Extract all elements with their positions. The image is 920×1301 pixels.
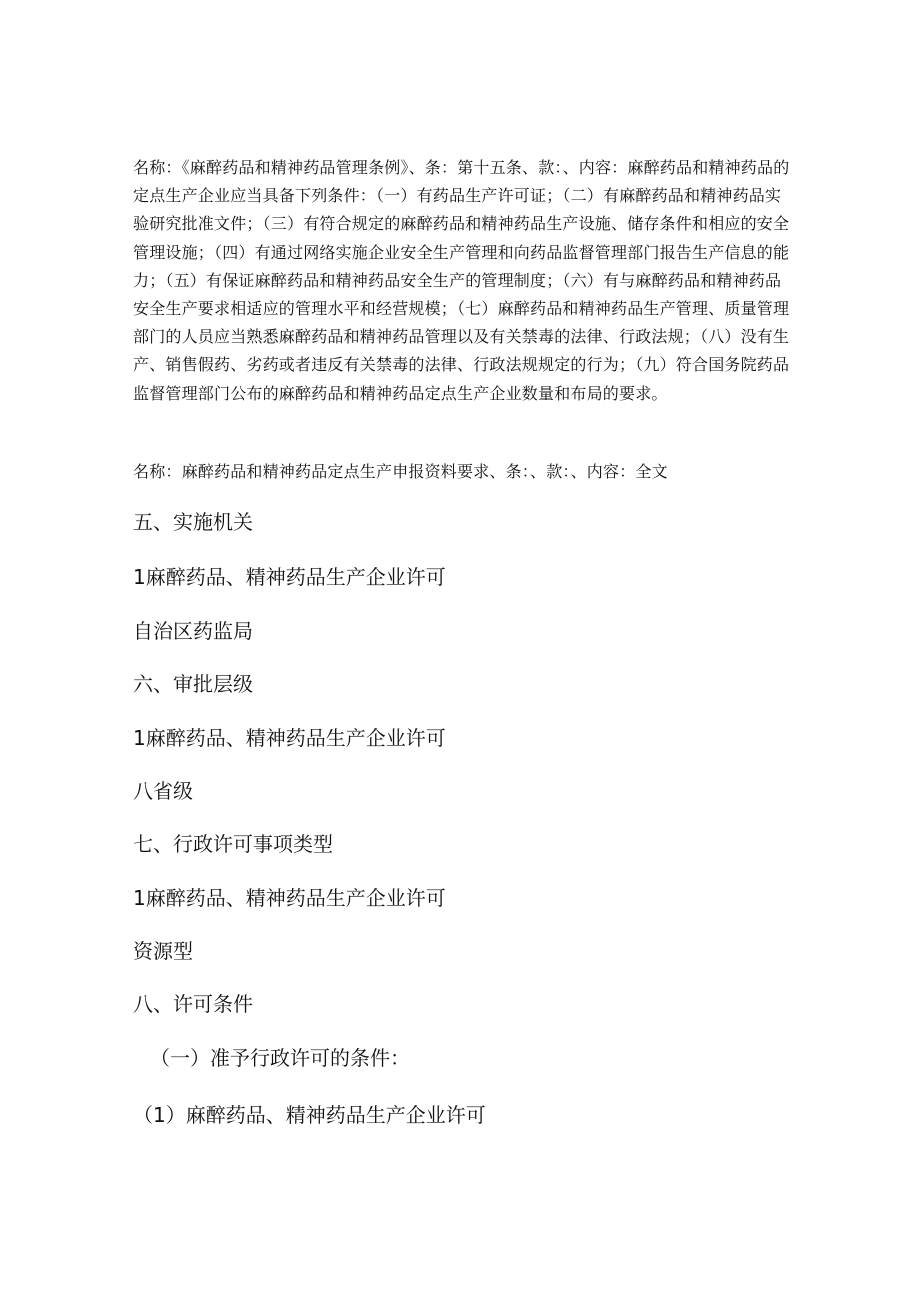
- requirements-paragraph: 名称：麻醉药品和精神药品定点生产申报资料要求、条：、款：、内容：全文: [133, 462, 668, 481]
- section-heading-implementing-agency: 五、实施机关: [133, 510, 253, 534]
- section-heading-license-type: 七、行政许可事项类型: [133, 832, 333, 856]
- license-item: 1麻醉药品、精神药品生产企业许可: [133, 565, 446, 589]
- license-item: 1麻醉药品、精神药品生产企业许可: [133, 726, 446, 750]
- license-item: 1麻醉药品、精神药品生产企业许可: [133, 886, 446, 910]
- agency-value: 自治区药监局: [133, 619, 253, 643]
- subsection-heading-conditions: （一）准予行政许可的条件：: [150, 1046, 410, 1070]
- license-type-value: 资源型: [133, 939, 193, 963]
- approval-level-value: 八省级: [133, 779, 193, 803]
- condition-item: （1）麻醉药品、精神药品生产企业许可: [133, 1103, 486, 1127]
- section-heading-license-conditions: 八、许可条件: [133, 992, 253, 1016]
- section-heading-approval-level: 六、审批层级: [133, 672, 253, 696]
- regulation-paragraph: 名称：《麻醉药品和精神药品管理条例》、条：第十五条、款：、内容：麻醉药品和精神药品的定点生产企业应当具备下列条件：（一）有药品生产许可证；（二）有麻醉药品和精神药品实验研究批准文件；（三）有符合规定的麻醉药品和精神药品生产设施、储存条件和相应的安全管理设施；（四）有通过网络实施企业安全生产管理和向药品监督管理部门报告生产信息的能力；（五）有保证麻醉药品和精神药品安全生产的管理制度；（六）有与麻醉药品和精神药品安全生产要求相适应的管理水平和经营规模；（七）麻醉药品和精神药品生产管理、质量管理部门的人员应当熟悉麻醉药品和精神药品管理以及有关禁毒的法律、行政法规；（八）没有生产、销售假药、劣药或者违反有关禁毒的法律、行政法规规定的行为；（九）符合国务院药品监督管理部门公布的麻醉药品和精神药品定点生产企业数量和布局的要求。: [133, 158, 790, 403]
